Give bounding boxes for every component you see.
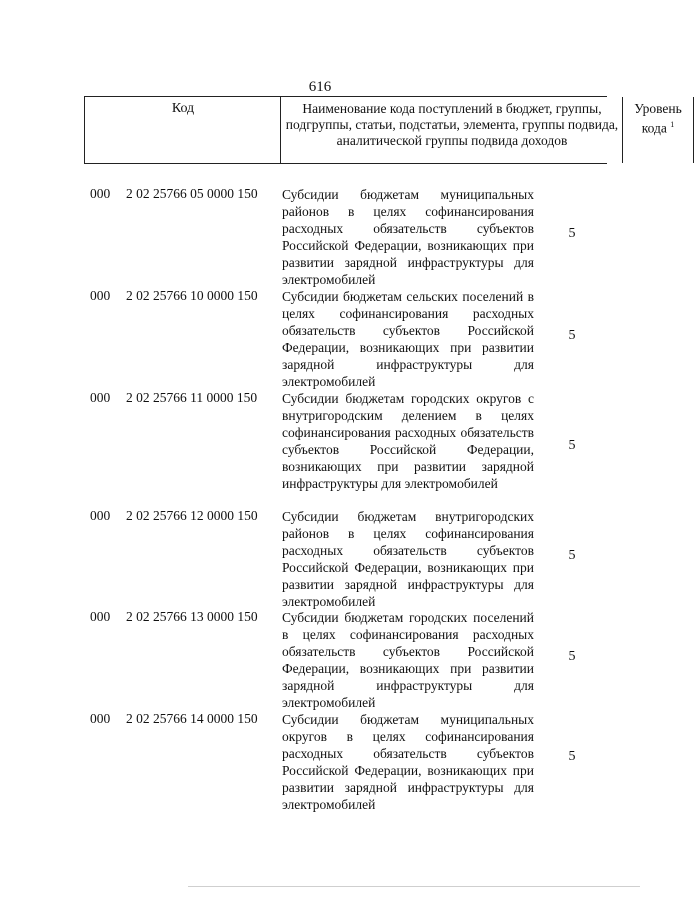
header-code-column	[84, 97, 281, 163]
header-level-text: Уровень код	[634, 101, 682, 136]
row-level: 5	[568, 226, 576, 241]
row-prefix: 000	[90, 609, 111, 624]
row-name: Субсидии бюджетам городских поселений в целях софинансирования расходных обязательств субъектов Российской Федерации, возникающих при развитии зарядной инфраструктуры для электромобилей	[282, 610, 534, 710]
row-name: Субсидии бюджетам городских округов с внутригородским делением в целях софинансирования расходных обязательств субъектов Российской Федерации, возникающих при развитии зарядной инфраструктуры для электромобилей	[282, 391, 534, 491]
header-name-label: Наименование кода поступлений в бюджет, группы, подгруппы, статьи, подстатьи, элемента, группы подвида, аналитической группы подвида доходов	[285, 101, 619, 148]
header-level-label	[623, 101, 693, 137]
row-prefix: 000	[90, 288, 111, 303]
row-level: 5	[568, 548, 576, 563]
header-code-label: Код	[171, 101, 195, 116]
row-code: 2 02 25766 05 0000 150	[126, 186, 258, 201]
page-number: 616	[308, 79, 332, 95]
row-level: 5	[568, 649, 576, 664]
row-prefix: 000	[90, 186, 111, 201]
row-level: 5	[568, 749, 576, 764]
header-level-tail: а	[660, 120, 667, 136]
row-prefix: 000	[90, 508, 111, 523]
row-level: 5	[568, 328, 576, 343]
row-prefix: 000	[90, 711, 111, 726]
table-header	[84, 96, 682, 164]
row-name: Субсидии бюджетам муниципальных округов в целях софинансирования расходных обязательств субъектов Российской Федерации, возникающих при развитии зарядной инфраструктуры для электромобилей	[282, 712, 534, 812]
row-name: Субсидии бюджетам сельских поселений в целях софинансирования расходных обязательств субъектов Российской Федерации, возникающих при развитии зарядной инфраструктуры для электромобилей	[282, 289, 534, 389]
row-prefix: 000	[90, 390, 111, 405]
row-name: Субсидии бюджетам внутригородских районов в целях софинансирования расходных обязательств субъектов Российской Федерации, возникающих при развитии зарядной инфраструктуры для электромобилей	[282, 509, 534, 609]
row-level: 5	[568, 438, 576, 453]
row-name: Субсидии бюджетам муниципальных районов в целях софинансирования расходных обязательств субъектов Российской Федерации, возникающих при развитии зарядной инфраструктуры для электромобилей	[282, 187, 534, 287]
row-code: 2 02 25766 13 0000 150	[126, 609, 258, 624]
row-code: 2 02 25766 14 0000 150	[126, 711, 258, 726]
header-name-column	[280, 97, 623, 163]
header-level-column	[622, 97, 694, 163]
header-level-footnote: 1	[670, 120, 675, 129]
row-code: 2 02 25766 12 0000 150	[126, 508, 258, 523]
row-code: 2 02 25766 10 0000 150	[126, 288, 258, 303]
row-code: 2 02 25766 11 0000 150	[126, 390, 258, 405]
bottom-rule	[188, 886, 640, 887]
